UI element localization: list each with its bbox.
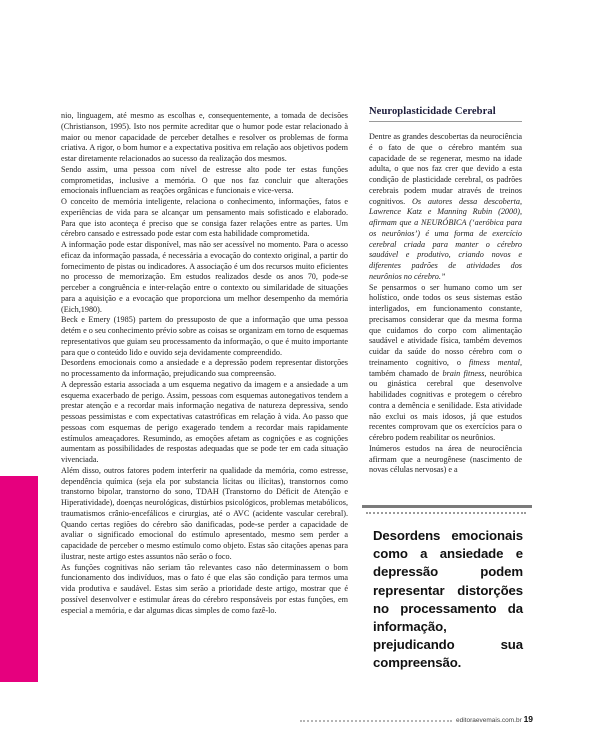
body-paragraph: As funções cognitivas não seriam tão relevantes caso não determinassem o bom funcionamento dos indivíduos, mas o fato é que elas são condição para termos uma vida produtiva e saudável. Estas sim serão a prioridade deste artigo, mostrar que é possível desenvolver e estimular áreas do cérebro responsáveis por estas funções, em especial a memória, e dar algumas dicas simples de como fazê-lo. xyxy=(61,562,348,615)
body-paragraph: Sendo assim, uma pessoa com nível de estresse alto pode ter estas funções comprometidas, inclusive a memória. O que nos faz concluir que alterações emocionais influenciam as reações orgânicas e funcionais e vice-versa. xyxy=(61,164,348,196)
italic-term: fitness mental, xyxy=(468,357,522,367)
text-span: Se pensarmos o ser humano como um ser holístico, onde todos os seus sistemas estão interligados, em funcionamento constante, precisamos considerar que da mesma forma que cuidamos do corpo com alimentação saudável e atividade física, também devemos cuidar da saúde do nosso cérebro com o treinamento cognitivo, o xyxy=(369,282,522,367)
title-divider xyxy=(369,121,522,122)
body-paragraph: A informação pode estar disponível, mas não ser acessível no momento. Para o acesso eficaz da informação passada, é necessária a evocação do contexto original, a partir do fornecimento de pistas ou indicadores. A associação é um dos recursos muito eficientes no processo de memorização. Em estudos realizados desde os anos 70, pode-se perceber a congruência e inter-relação entre o contexto ou similaridade de situações para a aquisição e a evocação que proporciona um melhor desempenho da memória (Eich,1980). xyxy=(61,240,348,314)
text-span: Dentre as grandes descobertas da neurociência é o fato de que o cérebro mantém sua capacidade de se regenerar, mesmo na idade adulta, o que nos faz crer que devido a esta condição de plasticidade cerebral, os padrões cerebrais podem mudar através de treinos cognitivos. xyxy=(369,132,522,206)
body-paragraph: Desordens emocionais como a ansiedade e a depressão podem representar distorções no processamento da informação, prejudicando sua compreensão. xyxy=(61,358,348,378)
page-footer xyxy=(456,714,533,724)
text-span: também chamado de xyxy=(369,368,440,378)
footer-site: editoraevemais.com.br xyxy=(456,717,522,724)
page-number: 19 xyxy=(523,714,534,724)
italic-term: brain fitness, xyxy=(442,368,487,378)
quote-divider-dotted xyxy=(366,512,526,514)
italic-quote: Os autores dessa descoberta, Lawrence Katz e Manning Rubin (2000), afirmam que a NEURÓBICA (‘aeróbica para os neurônios’) é uma forma de exercício cerebral criada para manter o cérebro saudável e produtivo, criando novos e diferentes padrões de atividades dos neurônios no cérebro.” xyxy=(369,196,522,281)
left-text-column xyxy=(61,111,348,616)
body-paragraph: nio, linguagem, até mesmo as escolhas e, consequentemente, a tomada de decisões (Christianson, 1995). Isto nos permite acreditar que o humor pode estar relacionado à maior ou menor capacidade de perceber detalhes e resolver os problemas de forma criativa. A rigor, o bom humor e a expectativa positiva em relação aos objetivos podem estar diretamente relacionados ao sucesso da realização dos mesmos. xyxy=(61,111,348,163)
body-paragraph xyxy=(369,132,522,283)
body-paragraph: Beck e Emery (1985) partem do pressuposto de que a informação que uma pessoa detém e o seu conhecimento prévio sobre as coisas se organizam em torno de esquemas representativos que guiam seu processamento da informação, o que é muito importante para que o conteúdo lido e ouvido seja devidamente compreendido. xyxy=(61,315,348,357)
body-paragraph: O conceito de memória inteligente, relaciona o conhecimento, informações, fatos e experiências de vida para se alcançar um pensamento mais sofisticado e elaborado. Para que isto aconteça é preciso que se consiga fazer relações entre as partes. Um cérebro cansado e estressado pode estar com esta habilidade comprometida. xyxy=(61,197,348,239)
section-title: Neuroplasticidade Cerebral xyxy=(369,106,496,117)
footer-dotted-rule xyxy=(300,720,452,722)
pull-quote: Desordens emocionais como a ansiedade e depressão podem representar distorções no processamento da informação, prejudicando sua compreensão. xyxy=(373,528,523,671)
pink-edge-tab xyxy=(0,476,38,682)
body-paragraph: Além disso, outros fatores podem interferir na qualidade da memória, como estresse, dependência química (seja ela por substancia lícitas ou ilícitas), transtornos como transtorno bipolar, transtorno do sono, TDAH (Transtorno do Déficit de Atenção e Hiperatividade), doenças neurológicas, distúrbios psicológicos, problemas metabólicos, traumatismos crânio-encefálicos e cirurgias, até o AVC (acidente vascular cerebral). Quando certas regiões do cérebro são danificadas, pode-se perder a capacidade de avaliar o significado emocional do estímulo apresentado, mesmo sem perder a capacidade de perceber o mesmo estímulo como objeto. Estas são citações apenas para ilustrar, neste artigo estes assuntos não serão o foco. xyxy=(61,465,348,561)
right-text-column xyxy=(369,105,522,476)
text-span: neuróbica ou ginástica cerebral que desenvolve habilidades cognitivas e protegem o cérebro contra a demência e senilidade. Esta atividade não exclui os mais idosos, já que estudos recentes comprovam que os exercícios para o cérebro podem reabilitar os neurônios. xyxy=(369,368,523,442)
body-paragraph: A depressão estaria associada a um esquema negativo da imagem e a ansiedade a um esquema exacerbado de perigo. Assim, pessoas com esquemas autonegativos tendem a prestar atenção e a recordar mais informação negativa de natureza depressiva, sendo pessoas pessimistas e com expectativas catastróficas em relação à vida. Ao passo que pessoas com esquemas de perigo exagerado tendem a recordar mais rapidamente estímulos ameaçadores. Resumindo, as emoções afetam as cognições e as cognições aumentam as possibilidades de respostas adequadas que se pode ter em cada situação vivenciada. xyxy=(61,379,348,464)
body-paragraph xyxy=(369,283,522,444)
quote-divider-solid xyxy=(362,505,532,508)
body-paragraph: Inúmeros estudos na área de neurociência afirmam que a neurogênese (nascimento de novas células nervosas) e a xyxy=(369,443,522,475)
